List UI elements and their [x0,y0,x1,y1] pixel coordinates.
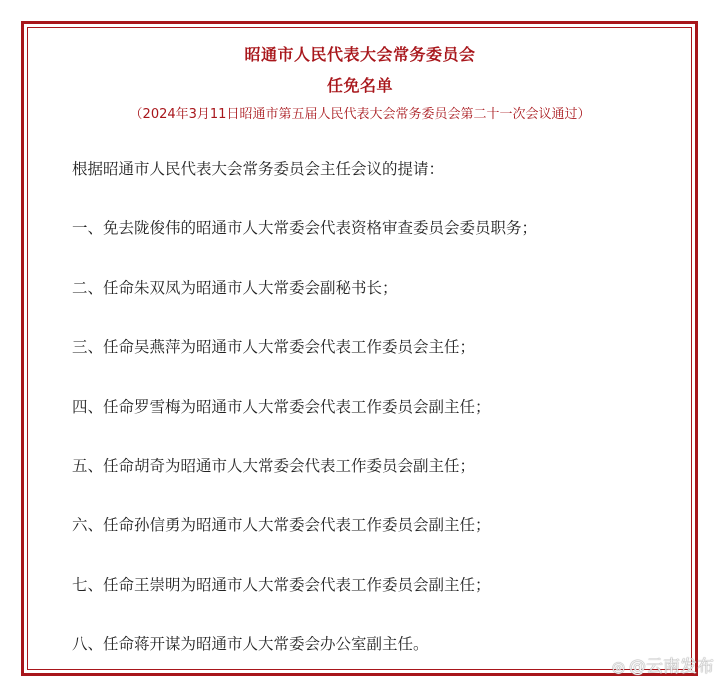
list-item: 一、免去陇俊伟的昭通市人大常委会代表资格审查委员会委员职务； [72,219,538,237]
meeting-note: （2024年3月11日昭通市第五届人民代表大会常务委员会第二十一次会议通过） [129,107,591,122]
list-item: 三、任命吴燕萍为昭通市人大常委会代表工作委员会主任； [72,338,476,356]
list-item: 六、任命孙信勇为昭通市人大常委会代表工作委员会副主任； [72,516,491,534]
watermark [612,652,714,677]
list-item: 五、任命胡奇为昭通市人大常委会代表工作委员会副主任； [72,457,476,475]
list-item: 二、任命朱双凤为昭通市人大常委会副秘书长； [72,279,398,297]
intro-text: 根据昭通市人民代表大会常务委员会主任会议的提请： [72,160,445,178]
document-subtitle-heading: 任免名单 [326,76,393,95]
weibo-icon: ◎ [611,658,625,676]
list-item: 四、任命罗雪梅为昭通市人大常委会代表工作委员会副主任； [72,398,491,416]
list-item: 七、任命王崇明为昭通市人大常委会代表工作委员会副主任； [72,576,491,594]
list-item: 八、任命蒋开谋为昭通市人大常委会办公室副主任。 [72,635,429,653]
document-title: 昭通市人民代表大会常务委员会 [244,45,476,64]
watermark-text: @云南发布 [629,657,714,677]
